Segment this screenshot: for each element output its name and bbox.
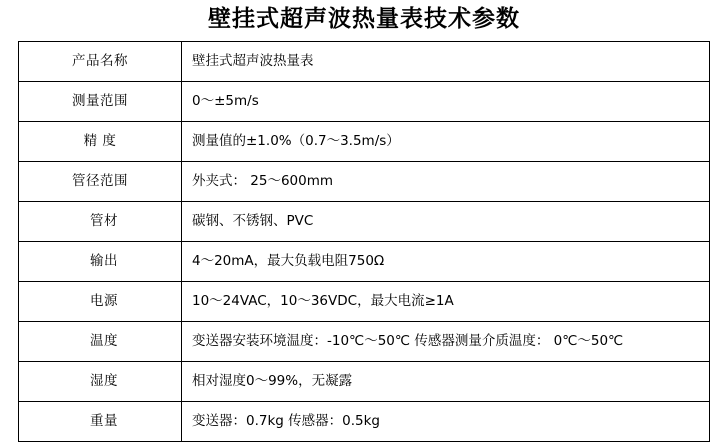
row-label: 输出 xyxy=(19,242,182,282)
row-value: 壁挂式超声波热量表 xyxy=(182,42,710,82)
row-label: 重量 xyxy=(19,402,182,442)
row-label: 电源 xyxy=(19,282,182,322)
row-value: 测量值的±1.0%（0.7～3.5m/s） xyxy=(182,122,710,162)
row-label: 管材 xyxy=(19,202,182,242)
table-body xyxy=(19,42,710,442)
table-row xyxy=(19,82,710,122)
table-row xyxy=(19,242,710,282)
row-value: 10～24VAC，10～36VDC，最大电流≥1A xyxy=(182,282,710,322)
table-row xyxy=(19,122,710,162)
row-label: 温度 xyxy=(19,322,182,362)
row-label: 测量范围 xyxy=(19,82,182,122)
table-row xyxy=(19,402,710,442)
row-value: 变送器安装环境温度：-10℃～50℃ 传感器测量介质温度： 0℃～50℃ xyxy=(182,322,710,362)
table-row xyxy=(19,362,710,402)
row-label: 湿度 xyxy=(19,362,182,402)
page-title: 壁挂式超声波热量表技术参数 xyxy=(208,5,520,32)
table-row xyxy=(19,282,710,322)
table-row xyxy=(19,162,710,202)
row-value: 0～±5m/s xyxy=(182,82,710,122)
specifications-table xyxy=(18,41,710,442)
table-row xyxy=(19,42,710,82)
row-label: 产品名称 xyxy=(19,42,182,82)
row-value: 相对湿度0～99%，无凝露 xyxy=(182,362,710,402)
row-value: 碳钢、不锈钢、PVC xyxy=(182,202,710,242)
row-value: 变送器：0.7kg 传感器：0.5kg xyxy=(182,402,710,442)
table-row xyxy=(19,322,710,362)
table-row xyxy=(19,202,710,242)
row-value: 4～20mA，最大负载电阻750Ω xyxy=(182,242,710,282)
row-label: 精 度 xyxy=(19,122,182,162)
row-label: 管径范围 xyxy=(19,162,182,202)
row-value: 外夹式： 25～600mm xyxy=(182,162,710,202)
